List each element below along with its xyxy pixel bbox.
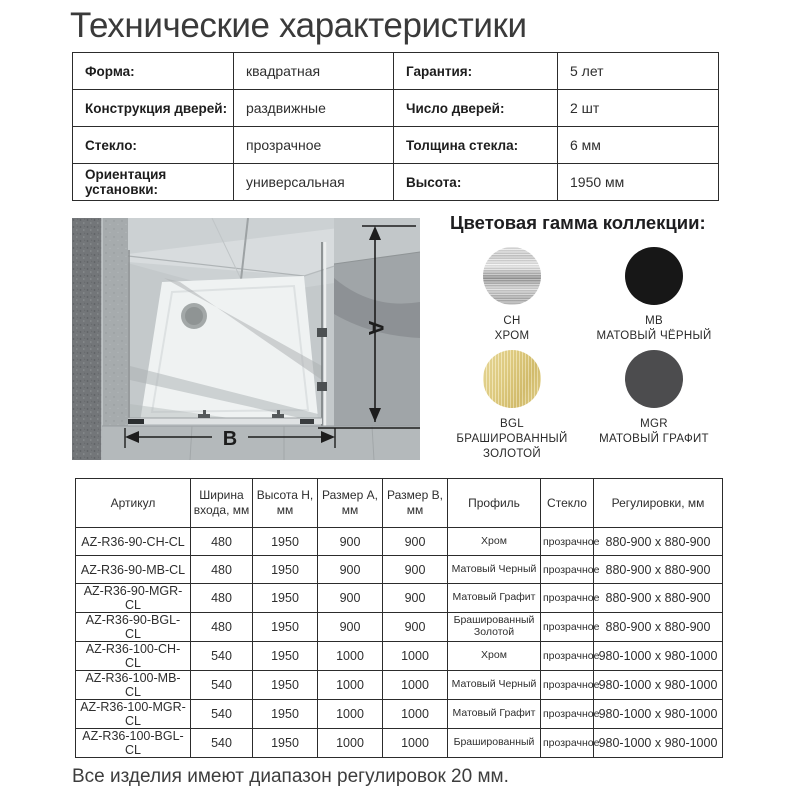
products-table-cell: AZ-R36-100-MB-CL bbox=[76, 671, 191, 700]
dimension-a-label: A bbox=[364, 320, 387, 336]
products-table-header: Высота H, мм bbox=[253, 479, 318, 528]
products-table-header: Ширина входа, мм bbox=[191, 479, 253, 528]
spec-value: 5 лет bbox=[558, 53, 719, 90]
products-table-cell: прозрачное bbox=[541, 642, 594, 671]
products-table bbox=[75, 478, 723, 758]
products-table-cell: прозрачное bbox=[541, 584, 594, 613]
products-table-header: Размер B, мм bbox=[383, 479, 448, 528]
products-table-cell: 980-1000 x 980-1000 bbox=[594, 729, 723, 758]
products-table-cell: 540 bbox=[191, 671, 253, 700]
spec-label: Число дверей: bbox=[394, 90, 558, 127]
products-table-cell: 1000 bbox=[383, 671, 448, 700]
spec-value: 2 шт bbox=[558, 90, 719, 127]
spec-label: Гарантия: bbox=[394, 53, 558, 90]
swatch-ch bbox=[448, 247, 576, 344]
swatch-name: МАТОВЫЙ ЧЁРНЫЙ bbox=[596, 329, 712, 342]
color-gamma-heading: Цветовая гамма коллекции: bbox=[450, 212, 706, 233]
spec-value: раздвижные bbox=[234, 90, 394, 127]
products-table-cell: 1000 bbox=[318, 642, 383, 671]
products-table-cell: 880-900 x 880-900 bbox=[594, 528, 723, 556]
products-table-header: Размер A, мм bbox=[318, 479, 383, 528]
color-gamma-section bbox=[448, 212, 724, 462]
products-table-row bbox=[76, 613, 723, 642]
products-table-row bbox=[76, 671, 723, 700]
products-table-cell: прозрачное bbox=[541, 671, 594, 700]
products-table-cell: AZ-R36-90-CH-CL bbox=[76, 528, 191, 556]
products-table-cell: 980-1000 x 980-1000 bbox=[594, 671, 723, 700]
products-table-row bbox=[76, 642, 723, 671]
spec-label: Форма: bbox=[73, 53, 234, 90]
spec-value: квадратная bbox=[234, 53, 394, 90]
spec-row bbox=[73, 53, 719, 90]
products-table-cell: 1950 bbox=[253, 556, 318, 584]
products-table-cell: прозрачное bbox=[541, 729, 594, 758]
swatch-code: MB bbox=[645, 315, 663, 327]
products-table-cell: 540 bbox=[191, 642, 253, 671]
spec-label: Конструкция дверей: bbox=[73, 90, 234, 127]
products-table-row bbox=[76, 556, 723, 584]
products-table-header: Стекло bbox=[541, 479, 594, 528]
products-table-cell: 1000 bbox=[383, 642, 448, 671]
products-table-row bbox=[76, 729, 723, 758]
products-table-cell: AZ-R36-90-BGL-CL bbox=[76, 613, 191, 642]
products-table-cell: 900 bbox=[383, 584, 448, 613]
swatch-name: МАТОВЫЙ ГРАФИТ bbox=[599, 432, 709, 445]
products-table-header: Регулировки, мм bbox=[594, 479, 723, 528]
products-table-cell: прозрачное bbox=[541, 556, 594, 584]
products-table-cell: AZ-R36-90-MGR-CL bbox=[76, 584, 191, 613]
swatch-grid bbox=[448, 247, 724, 462]
swatch-circle-mb bbox=[625, 247, 683, 305]
products-table-cell: 880-900 x 880-900 bbox=[594, 556, 723, 584]
products-table-cell: прозрачное bbox=[541, 700, 594, 729]
spec-label: Высота: bbox=[394, 164, 558, 201]
products-table-cell: Хром bbox=[448, 642, 541, 671]
products-table-cell: 900 bbox=[318, 613, 383, 642]
products-table-row bbox=[76, 528, 723, 556]
products-table-cell: 1950 bbox=[253, 584, 318, 613]
products-table-cell: 900 bbox=[383, 528, 448, 556]
products-table-cell: Брашированный Золотой bbox=[448, 613, 541, 642]
swatch-circle-mgr bbox=[625, 350, 683, 408]
products-table-cell: AZ-R36-100-BGL-CL bbox=[76, 729, 191, 758]
products-table-cell: 900 bbox=[318, 584, 383, 613]
products-table-cell: 980-1000 x 980-1000 bbox=[594, 642, 723, 671]
product-top-view-image bbox=[72, 218, 420, 460]
page-footer-note: Все изделия имеют диапазон регулировок 20 мм. bbox=[72, 766, 509, 787]
products-table-cell: Матовый Черный bbox=[448, 671, 541, 700]
products-table-cell: 900 bbox=[318, 528, 383, 556]
products-table-cell: 480 bbox=[191, 528, 253, 556]
spec-value: 1950 мм bbox=[558, 164, 719, 201]
spec-row bbox=[73, 164, 719, 201]
swatch-bgl bbox=[448, 350, 576, 462]
spec-label: Ориентация установки: bbox=[73, 164, 234, 201]
spec-summary-table bbox=[72, 52, 719, 201]
swatch-mb bbox=[590, 247, 718, 344]
products-table-cell: 1950 bbox=[253, 528, 318, 556]
products-table-cell: Хром bbox=[448, 528, 541, 556]
products-table-cell: 1950 bbox=[253, 642, 318, 671]
products-table-header-row bbox=[76, 479, 723, 528]
products-table-cell: AZ-R36-100-MGR-CL bbox=[76, 700, 191, 729]
swatch-code: MGR bbox=[640, 417, 668, 430]
page-title: Технические характеристики bbox=[70, 6, 527, 45]
products-table-cell: Матовый Черный bbox=[448, 556, 541, 584]
swatch-name: ХРОМ bbox=[494, 329, 530, 342]
products-table-cell: 880-900 x 880-900 bbox=[594, 613, 723, 642]
products-table-cell: 1950 bbox=[253, 700, 318, 729]
products-table-cell: 1950 bbox=[253, 613, 318, 642]
products-table-cell: Матовый Графит bbox=[448, 700, 541, 729]
products-table-cell: 1950 bbox=[253, 671, 318, 700]
products-table-cell: Матовый Графит bbox=[448, 584, 541, 613]
products-table-cell: 1000 bbox=[383, 729, 448, 758]
products-table-row bbox=[76, 700, 723, 729]
products-table-cell: 980-1000 x 980-1000 bbox=[594, 700, 723, 729]
products-table-cell: 540 bbox=[191, 729, 253, 758]
swatch-circle-ch bbox=[483, 247, 541, 305]
products-table-row bbox=[76, 584, 723, 613]
spec-label: Толщина стекла: bbox=[394, 127, 558, 164]
products-table-cell: 1000 bbox=[318, 700, 383, 729]
products-table-header: Профиль bbox=[448, 479, 541, 528]
products-table-cell: 1000 bbox=[318, 729, 383, 758]
swatch-name: БРАШИРОВАННЫЙ ЗОЛОТОЙ bbox=[456, 432, 568, 460]
spec-table-body bbox=[73, 53, 719, 201]
products-table-cell: AZ-R36-100-CH-CL bbox=[76, 642, 191, 671]
products-table-cell: 900 bbox=[383, 556, 448, 584]
spec-row bbox=[73, 127, 719, 164]
spec-value: 6 мм bbox=[558, 127, 719, 164]
swatch-code: BGL bbox=[500, 417, 524, 430]
products-table-cell: 900 bbox=[318, 556, 383, 584]
products-table-cell: Брашированный bbox=[448, 729, 541, 758]
products-table-cell: 480 bbox=[191, 556, 253, 584]
products-table-cell: 480 bbox=[191, 613, 253, 642]
products-table-cell: 900 bbox=[383, 613, 448, 642]
products-table-cell: 1000 bbox=[318, 671, 383, 700]
products-table-header: Артикул bbox=[76, 479, 191, 528]
products-table-cell: AZ-R36-90-MB-CL bbox=[76, 556, 191, 584]
products-table-cell: прозрачное bbox=[541, 613, 594, 642]
swatch-code: CH bbox=[503, 315, 521, 327]
products-table-cell: 1000 bbox=[383, 700, 448, 729]
products-table-cell: 1950 bbox=[253, 729, 318, 758]
dimension-b-label: B bbox=[222, 428, 238, 450]
spec-value: прозрачное bbox=[234, 127, 394, 164]
spec-label: Стекло: bbox=[73, 127, 234, 164]
products-table-cell: 880-900 x 880-900 bbox=[594, 584, 723, 613]
products-table-body bbox=[76, 528, 723, 758]
products-table-cell: 480 bbox=[191, 584, 253, 613]
spec-value: универсальная bbox=[234, 164, 394, 201]
spec-row bbox=[73, 90, 719, 127]
products-table-cell: прозрачное bbox=[541, 528, 594, 556]
swatch-circle-bgl bbox=[483, 350, 541, 408]
swatch-mgr bbox=[590, 350, 718, 447]
products-table-cell: 540 bbox=[191, 700, 253, 729]
